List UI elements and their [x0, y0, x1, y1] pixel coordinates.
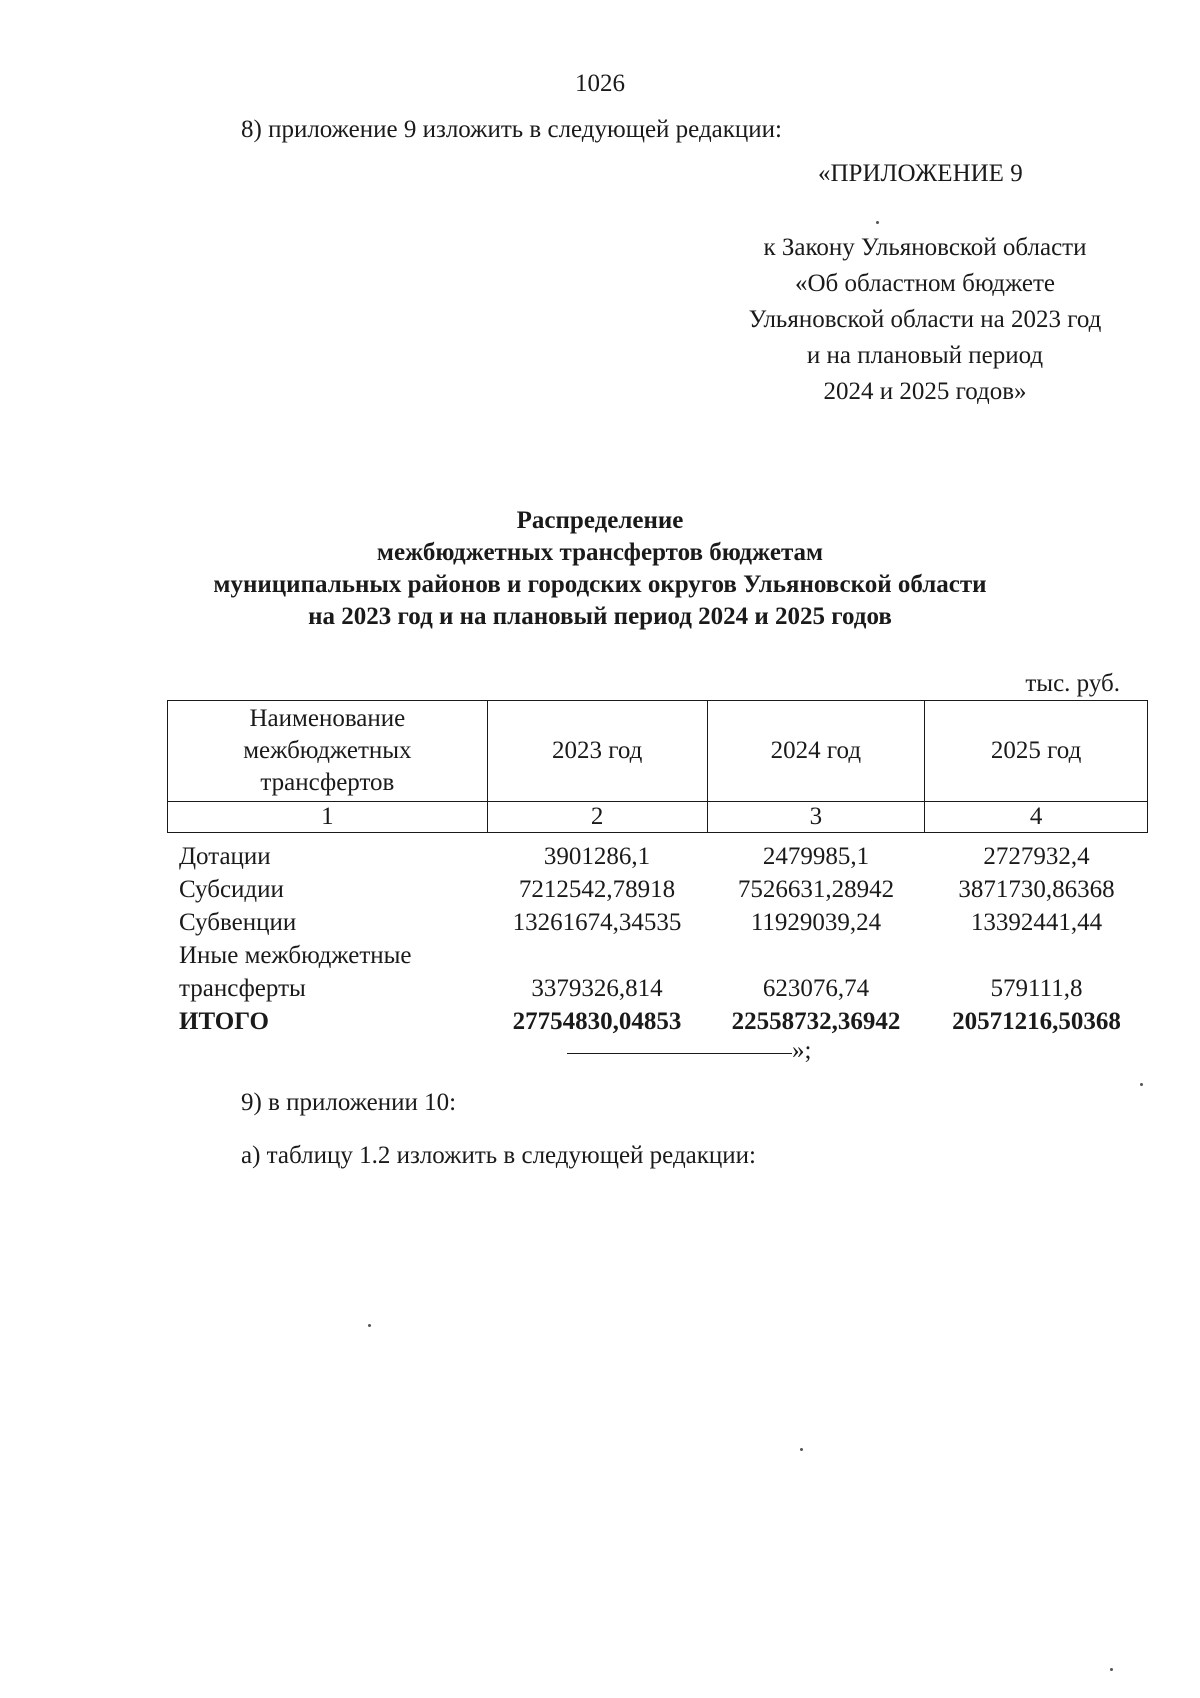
title-line: межбюджетных трансфертов бюджетам	[376, 539, 824, 566]
scan-speck	[876, 221, 879, 224]
total-row	[167, 1005, 1148, 1038]
transfers-table-header	[167, 700, 1148, 833]
appendix-line: Ульяновской области на 2023 год	[748, 306, 1102, 333]
closing-underline	[567, 1053, 792, 1054]
value-2025: 3871730,86368	[958, 876, 1115, 903]
value-2025: 13392441,44	[970, 909, 1103, 936]
scan-speck	[800, 1448, 803, 1451]
column-number: 4	[925, 802, 1148, 833]
title-line: Распределение	[516, 507, 684, 534]
row-name: Иные межбюджетные трансферты	[179, 942, 412, 1002]
table-row	[167, 906, 1148, 939]
scan-speck	[368, 1324, 371, 1327]
value-2023: 7212542,78918	[518, 876, 676, 903]
closing-quote: »;	[792, 1037, 812, 1064]
value-2024: 7526631,28942	[737, 876, 895, 903]
total-label: ИТОГО	[179, 1008, 269, 1035]
value-2025: 2727932,4	[983, 843, 1090, 870]
table-row	[167, 939, 1148, 1005]
row-name: Дотации	[179, 843, 271, 870]
appendix-heading: «ПРИЛОЖЕНИЕ 9	[818, 160, 1023, 187]
value-2024: 11929039,24	[750, 909, 882, 936]
row-name: Субсидии	[179, 876, 284, 903]
row-name: Субвенции	[179, 909, 297, 936]
column-number: 1	[168, 802, 488, 833]
document-title	[0, 505, 1200, 633]
closing-mark	[567, 1035, 811, 1068]
intro-paragraph: 8) приложение 9 изложить в следующей редакции:	[241, 116, 782, 143]
appendix-line: к Закону Ульяновской области	[763, 234, 1087, 261]
item-9-paragraph: 9) в приложении 10:	[241, 1089, 457, 1116]
total-2024: 22558732,36942	[731, 1008, 901, 1035]
total-2025: 20571216,50368	[952, 1008, 1121, 1035]
table-row	[167, 840, 1148, 873]
value-2023: 3901286,1	[543, 843, 651, 870]
appendix-line: и на плановый период	[806, 342, 1044, 369]
appendix-line: «Об областном бюджете	[794, 270, 1056, 297]
title-line: муниципальных районов и городских округов Ульяновской области	[213, 571, 987, 598]
value-2023: 3379326,814	[531, 975, 663, 1002]
transfers-table-body	[167, 840, 1148, 1038]
table-row	[167, 873, 1148, 906]
column-header-2025: 2025 год	[925, 701, 1148, 802]
column-header-2023: 2023 год	[487, 701, 707, 802]
column-number: 3	[707, 802, 925, 833]
page-number: 1026	[575, 70, 625, 97]
column-number: 2	[487, 802, 707, 833]
scan-speck	[1140, 1083, 1143, 1086]
value-2024: 2479985,1	[762, 843, 870, 870]
unit-label: тыс. руб.	[1025, 670, 1120, 697]
scan-speck	[1110, 1668, 1113, 1671]
value-2025: 579111,8	[990, 975, 1083, 1002]
value-2024: 623076,74	[762, 975, 870, 1002]
title-line: на 2023 год и на плановый период 2024 и 2025 годов	[308, 603, 892, 630]
appendix-line: 2024 и 2025 годов»	[823, 378, 1027, 405]
appendix-reference	[720, 230, 1130, 410]
total-2023: 27754830,04853	[512, 1008, 682, 1035]
column-header-2024: 2024 год	[707, 701, 925, 802]
item-a-paragraph: а) таблицу 1.2 изложить в следующей редакции:	[241, 1142, 756, 1169]
column-header-name: Наименование межбюджетных трансфертов	[168, 701, 488, 802]
value-2023: 13261674,34535	[512, 909, 682, 936]
